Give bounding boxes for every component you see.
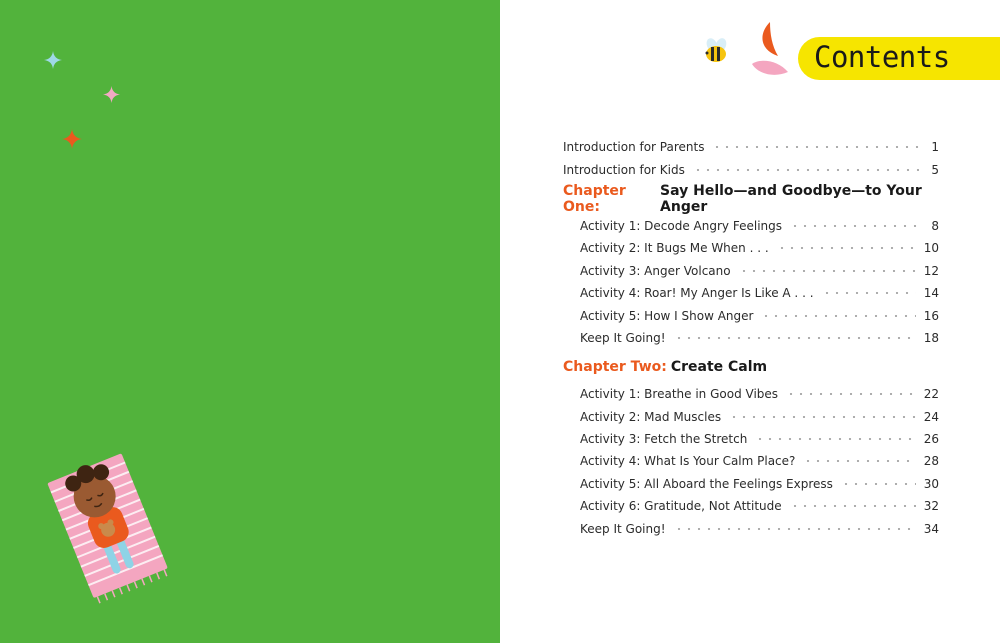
toc-entry-label: Activity 3: Fetch the Stretch bbox=[580, 432, 748, 447]
toc-entry-page-number: 14 bbox=[923, 286, 939, 301]
toc-entry bbox=[563, 304, 939, 326]
child-on-blanket-illustration bbox=[40, 450, 175, 605]
dot-leader bbox=[841, 483, 916, 485]
dot-leader bbox=[790, 505, 916, 507]
chapter-heading bbox=[563, 355, 939, 379]
toc-entry-page-number: 12 bbox=[923, 263, 939, 278]
toc-entry bbox=[563, 327, 939, 349]
bee-icon bbox=[702, 37, 730, 65]
petal-icon bbox=[748, 20, 794, 80]
toc-entry-page-number: 32 bbox=[923, 499, 939, 514]
toc-entry-page-number: 34 bbox=[923, 521, 939, 536]
dot-leader bbox=[822, 292, 916, 294]
toc-entry bbox=[563, 136, 939, 158]
toc-entry bbox=[563, 158, 939, 180]
dot-leader bbox=[786, 393, 916, 395]
dot-leader bbox=[712, 146, 919, 148]
toc-entry-label: Activity 2: It Bugs Me When . . . bbox=[580, 241, 769, 256]
chapter-title: Create Calm bbox=[670, 359, 768, 376]
dot-leader bbox=[803, 460, 915, 462]
toc-entry-label: Introduction for Parents bbox=[563, 140, 705, 155]
chapter-number: Chapter One: bbox=[563, 182, 626, 215]
toc-entry bbox=[563, 383, 939, 405]
toc-entry-label: Activity 3: Anger Volcano bbox=[580, 263, 731, 278]
dot-leader bbox=[761, 315, 915, 317]
toc-entry-label: Keep It Going! bbox=[580, 330, 666, 345]
dot-leader bbox=[790, 225, 919, 227]
dot-leader bbox=[755, 438, 915, 440]
chapter-title: Say Hello—and Goodbye—to Your Anger bbox=[660, 182, 922, 215]
toc-entry-label: Introduction for Kids bbox=[563, 162, 685, 177]
toc-entry-label: Activity 1: Breathe in Good Vibes bbox=[580, 387, 779, 402]
toc-entry-label: Keep It Going! bbox=[580, 521, 666, 536]
toc-entry-page-number: 30 bbox=[923, 476, 939, 491]
sparkle-icon bbox=[103, 86, 120, 103]
toc-entry bbox=[563, 282, 939, 304]
toc-entry bbox=[563, 237, 939, 259]
toc-entry-label: Activity 1: Decode Angry Feelings bbox=[580, 218, 782, 233]
dot-leader bbox=[674, 528, 916, 530]
toc-entry-label: Activity 6: Gratitude, Not Attitude bbox=[580, 499, 782, 514]
toc-entry bbox=[563, 406, 939, 428]
toc-entry-label: Activity 4: What Is Your Calm Place? bbox=[580, 454, 796, 469]
sparkle-icon bbox=[62, 129, 82, 149]
toc-entry bbox=[563, 260, 939, 282]
toc-entry bbox=[563, 215, 939, 237]
toc-entry-page-number: 1 bbox=[931, 140, 939, 155]
dot-leader bbox=[674, 337, 916, 339]
toc-entry-page-number: 10 bbox=[923, 241, 939, 256]
toc-entry-label: Activity 5: How I Show Anger bbox=[580, 308, 754, 323]
dot-leader bbox=[693, 169, 919, 171]
page-title: Contents bbox=[814, 40, 950, 74]
toc-entry-page-number: 18 bbox=[923, 330, 939, 345]
toc-entry bbox=[563, 450, 939, 472]
toc-entry bbox=[563, 428, 939, 450]
table-of-contents bbox=[563, 136, 939, 540]
sparkle-icon bbox=[44, 51, 62, 69]
toc-entry-label: Activity 2: Mad Muscles bbox=[580, 409, 722, 424]
toc-entry bbox=[563, 517, 939, 539]
toc-entry bbox=[563, 495, 939, 517]
toc-entry bbox=[563, 473, 939, 495]
toc-entry-page-number: 24 bbox=[923, 409, 939, 424]
toc-entry-page-number: 16 bbox=[923, 308, 939, 323]
dot-leader bbox=[777, 247, 916, 249]
toc-entry-page-number: 26 bbox=[923, 432, 939, 447]
toc-entry-page-number: 5 bbox=[931, 162, 939, 177]
toc-entry-page-number: 22 bbox=[923, 387, 939, 402]
toc-entry-label: Activity 5: All Aboard the Feelings Express bbox=[580, 476, 833, 491]
toc-entry-page-number: 8 bbox=[931, 218, 939, 233]
chapter-heading bbox=[563, 182, 939, 215]
dot-leader bbox=[739, 270, 916, 272]
toc-entry-label: Activity 4: Roar! My Anger Is Like A . . . bbox=[580, 286, 814, 301]
dot-leader bbox=[729, 416, 916, 418]
toc-entry-page-number: 28 bbox=[923, 454, 939, 469]
chapter-number: Chapter Two: bbox=[563, 359, 667, 376]
